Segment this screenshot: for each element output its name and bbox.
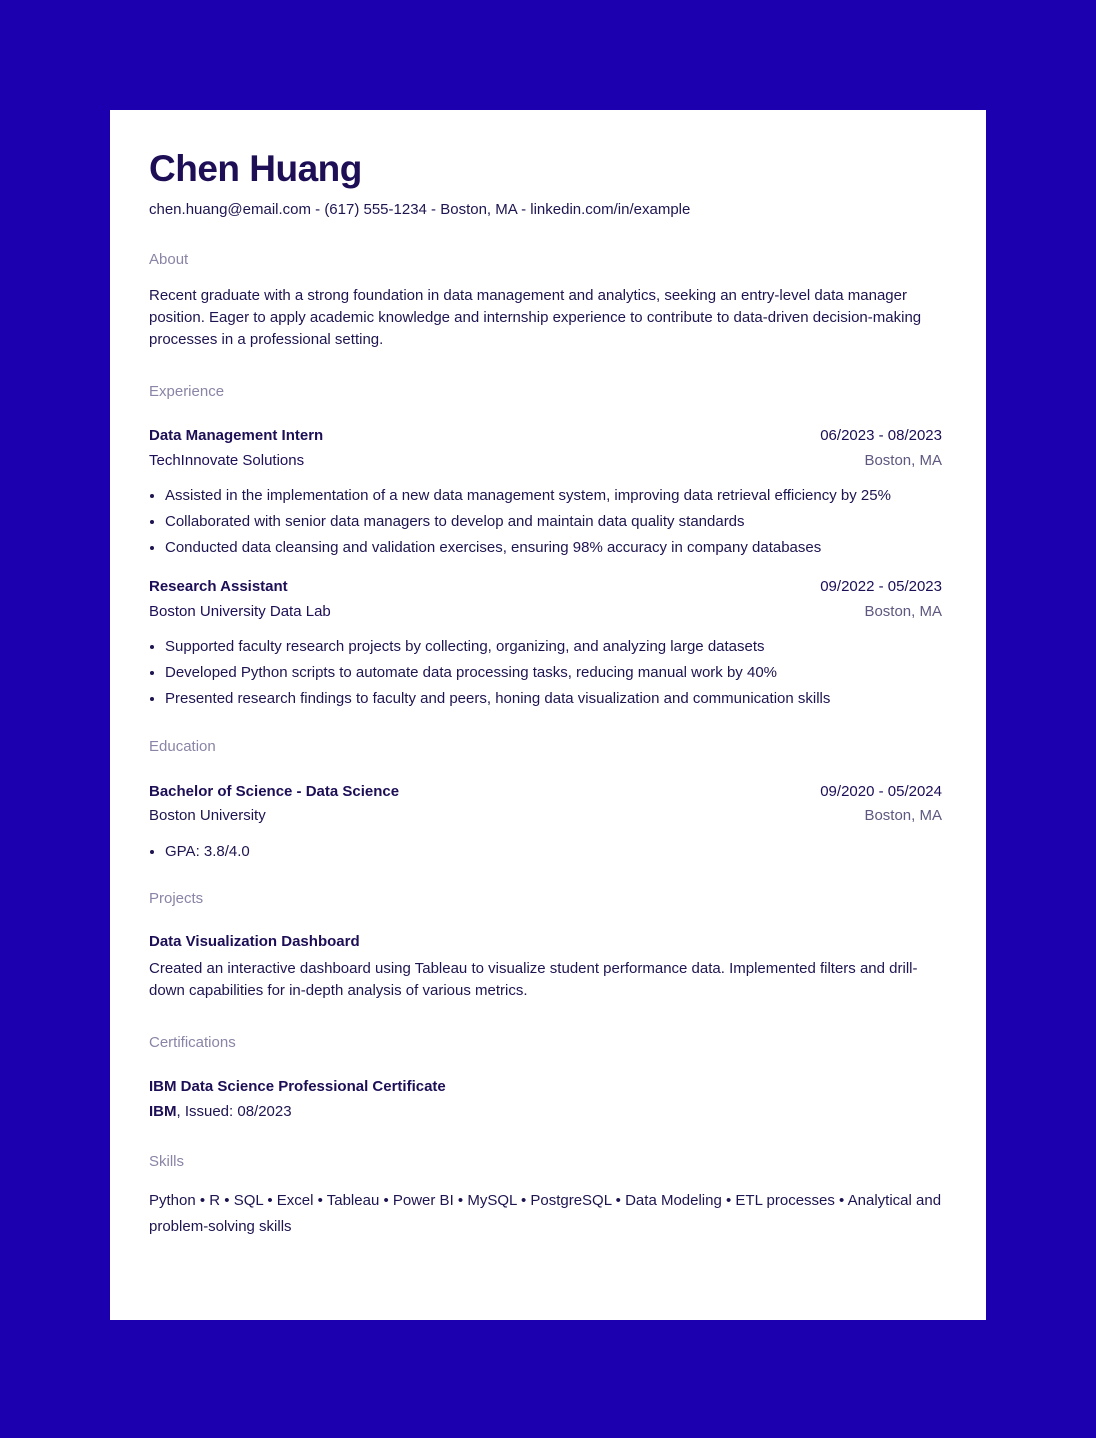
list-item: • Supported faculty research projects by collecting, organizing, and analyzing large datasets	[165, 637, 942, 657]
job-bullets	[149, 486, 942, 558]
list-item: • Presented research findings to faculty and peers, honing data visualization and communication skills	[165, 689, 942, 709]
project-text: Created an interactive dashboard using Tableau to visualize student performance data. Implemented filters and drill-down capabilities for in-depth analysis of various metrics.	[149, 960, 918, 999]
job-dates: 06/2023 - 08/2023	[820, 427, 942, 444]
list-item: • Developed Python scripts to automate data processing tasks, reducing manual work by 40%	[165, 663, 942, 683]
job-location: Boston, MA	[864, 603, 942, 620]
education-dates: 09/2020 - 05/2024	[820, 783, 942, 800]
job-company: Boston University Data Lab	[149, 603, 331, 620]
job-header	[149, 426, 942, 446]
list-item: • Conducted data cleansing and validation exercises, ensuring 98% accuracy in company databases	[165, 538, 942, 558]
job-entry	[149, 426, 942, 558]
skills-list: Python • R • SQL • Excel • Tableau • Power BI • MySQL • PostgreSQL • Data Modeling • ETL processes • Analytical and problem-solving skills	[149, 1192, 942, 1235]
certification-issuer-line	[149, 1102, 942, 1122]
section-title-skills: Skills	[149, 1153, 185, 1170]
list-item: • Assisted in the implementation of a new data management system, improving data retrieval efficiency by 25%	[165, 486, 942, 506]
project-name: Data Visualization Dashboard	[149, 933, 360, 950]
job-role: Data Management Intern	[149, 427, 324, 444]
job-dates: 09/2022 - 05/2023	[820, 578, 942, 595]
education-entry	[149, 782, 942, 862]
degree: Bachelor of Science - Data Science	[149, 783, 400, 800]
job-subheader	[149, 451, 942, 471]
section-title-experience: Experience	[149, 383, 225, 400]
education-bullets	[149, 842, 942, 862]
job-bullets	[149, 637, 942, 709]
candidate-name: Chen Huang	[149, 148, 362, 189]
contact-line: chen.huang@email.com - (617) 555-1234 - Boston, MA - linkedin.com/in/example	[149, 201, 691, 218]
resume-page	[110, 110, 986, 1320]
job-role: Research Assistant	[149, 578, 288, 595]
school: Boston University	[149, 807, 266, 824]
education-header	[149, 782, 942, 802]
section-title-certifications: Certifications	[149, 1034, 236, 1051]
certification-name: IBM Data Science Professional Certificate	[149, 1078, 446, 1095]
job-entry	[149, 577, 942, 709]
section-title-projects: Projects	[149, 890, 204, 907]
education-location: Boston, MA	[864, 807, 942, 824]
certification-issuer: IBM	[149, 1103, 177, 1120]
section-title-education: Education	[149, 738, 216, 755]
section-title-about: About	[149, 251, 189, 268]
education-subheader	[149, 806, 942, 826]
list-item: • GPA: 3.8/4.0	[165, 842, 942, 862]
certification-issued: , Issued: 08/2023	[176, 1103, 292, 1120]
about-text: Recent graduate with a strong foundation in data management and analytics, seeking an entry-level data manager position. Eager to apply academic knowledge and internship experience to contribute to data-driven decision-making processes in a professional setting.	[149, 287, 922, 348]
list-item: • Collaborated with senior data managers to develop and maintain data quality standards	[165, 512, 942, 532]
job-company: TechInnovate Solutions	[149, 452, 305, 469]
job-header	[149, 577, 942, 597]
job-location: Boston, MA	[864, 452, 942, 469]
job-subheader	[149, 602, 942, 622]
